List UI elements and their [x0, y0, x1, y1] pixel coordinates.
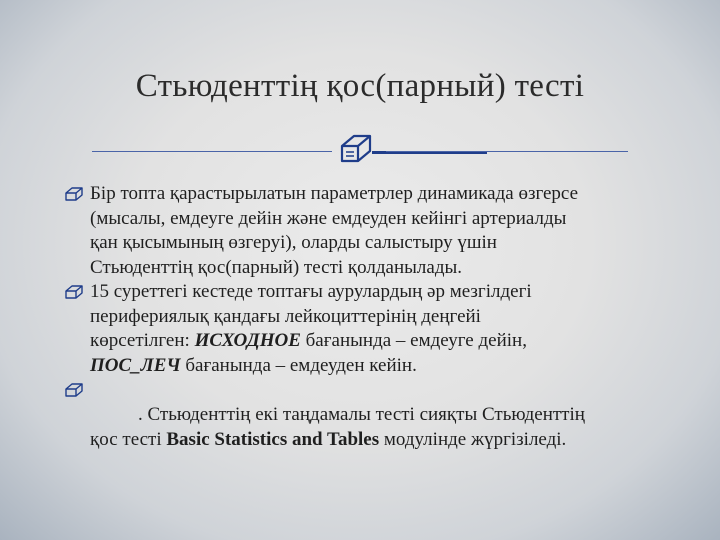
- title-divider-right: [386, 151, 628, 152]
- column-name-after: ПОС_ЛЕЧ: [90, 354, 181, 376]
- bullet2-line: 15 суреттегі кестеде топтағы аурулардың әр мезгілдегі: [90, 281, 532, 302]
- bullet1-line: (мысалы, емдеуге дейін және емдеуден кейінгі артериалды: [90, 207, 567, 229]
- title-divider-left: [92, 151, 332, 152]
- divider-page-icon: [336, 128, 376, 168]
- slide-title: Стьюденттің қос(парный) тесті: [135, 68, 585, 104]
- bullet2-line-3: [90, 329, 664, 354]
- bullet-item-2: [64, 280, 664, 378]
- bullet-list: [64, 182, 664, 402]
- bullet-page-icon: [64, 186, 84, 202]
- bullet-page-icon: [64, 382, 84, 398]
- bullet3-text: [90, 403, 585, 452]
- bullet1-line: Бір топта қарастырылатын параметрлер динамикада өзгерсе: [90, 183, 579, 204]
- bullet2-line-4: [90, 354, 664, 379]
- bullet1-line: қан қысымының өзгеруі), оларды салыстыру үшін: [90, 232, 497, 253]
- text-segment: қос тесті: [90, 428, 167, 450]
- column-name-before: ИСХОДНОЕ: [194, 330, 301, 351]
- text-segment: бағанында – емдеуден кейін.: [180, 354, 417, 376]
- bullet3-line-2: [90, 428, 585, 453]
- bullet1-line: Стьюденттің қос(парный) тесті қолданылады.: [90, 256, 463, 278]
- bullet2-line: перифериялық қандағы лейкоциттерінің деңгейі: [90, 305, 481, 327]
- bullet-item-3: [64, 378, 664, 402]
- text-segment: көрсетілген:: [90, 330, 195, 351]
- bullet-item-1: [64, 182, 664, 280]
- bullet3-line-1: . Стьюденттің екі таңдамалы тесті сияқты Стьюденттің: [138, 404, 585, 425]
- module-name: Basic Statistics and Tables: [166, 428, 380, 450]
- text-segment: модулінде жүргізіледі.: [379, 428, 567, 450]
- bullet-page-icon: [64, 284, 84, 300]
- text-segment: бағанында – емдеуге дейін,: [300, 330, 527, 351]
